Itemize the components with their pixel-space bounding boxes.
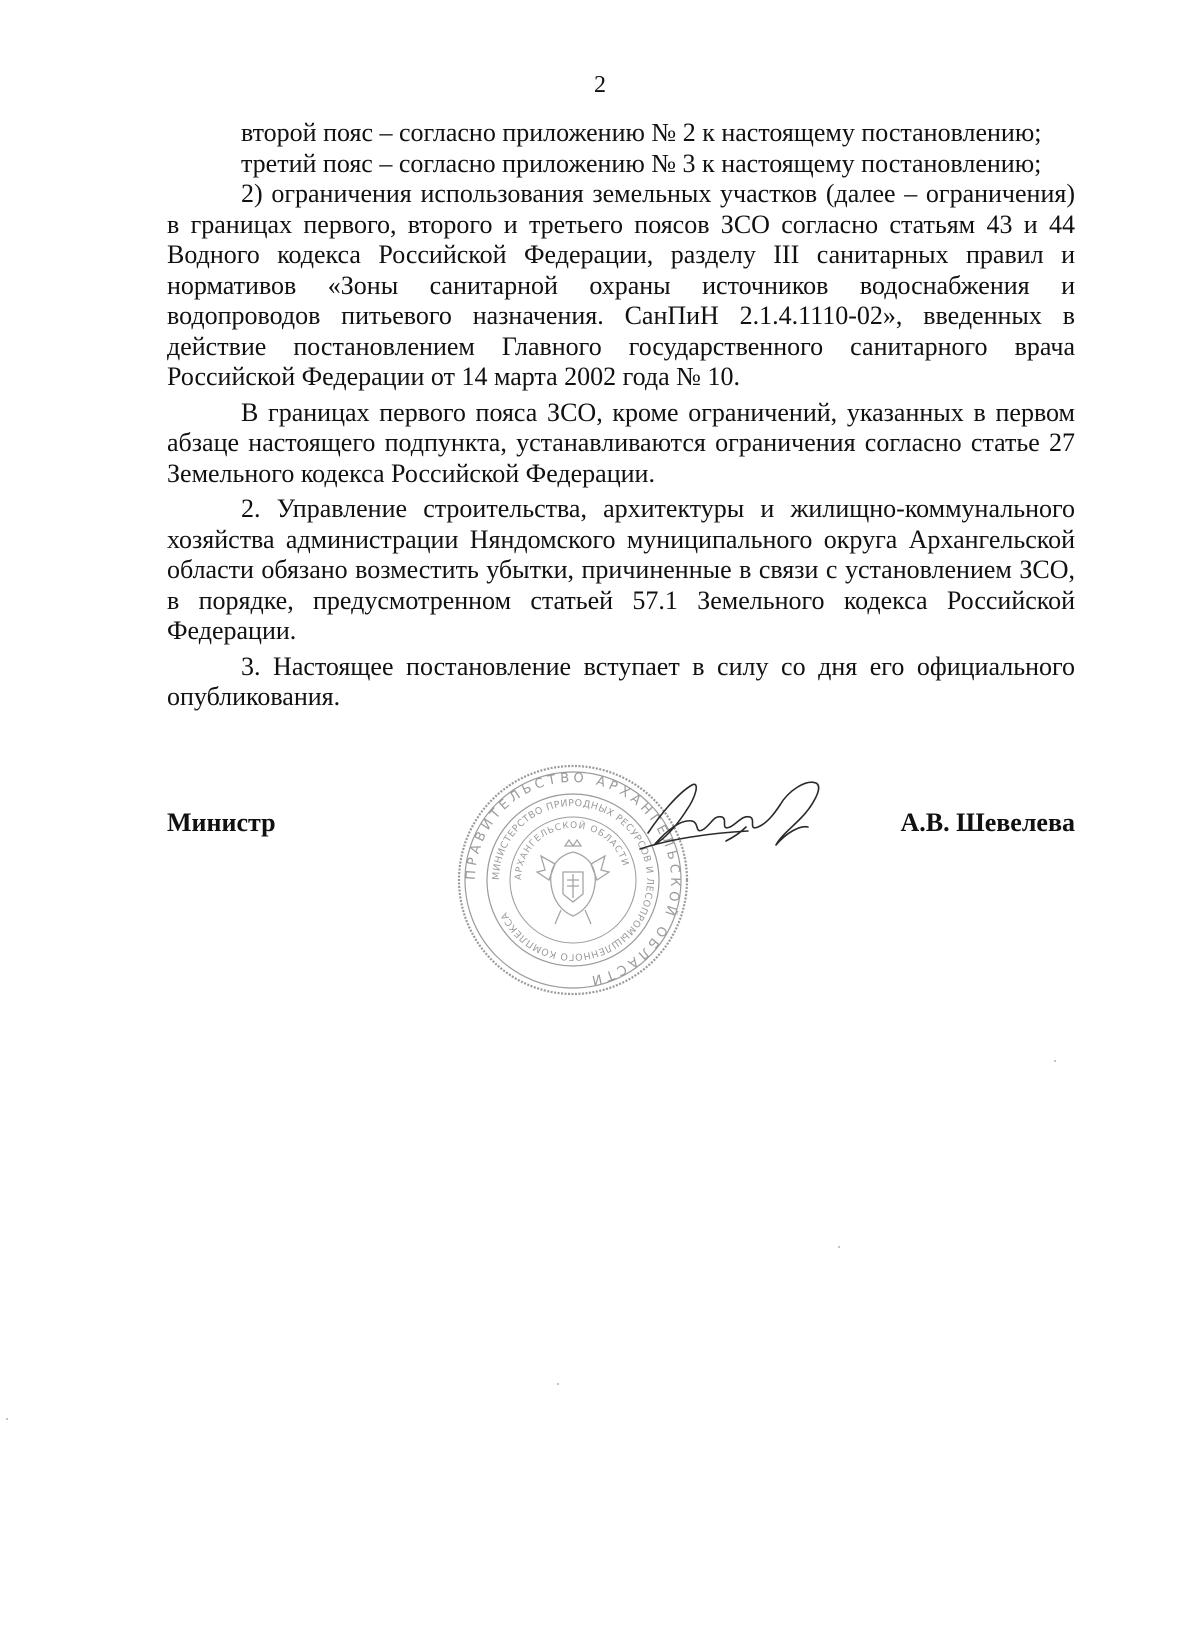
scan-speck <box>6 1418 8 1420</box>
seal-outer-text: ПРАВИТЕЛЬСТВО АРХАНГЕЛЬСКОЙ ОБЛАСТИ <box>463 770 683 988</box>
paragraph-compensation: 2. Управление строительства, архитектуры и жилищно-коммунального хозяйства администрации Няндомского муниципального округа Архангельской области обязано возместить убытки, причиненные в связи с установлением ЗСО, в порядке, предусмотренном статьей 57.1 Земельного кодекса Российской Федерации. <box>167 494 1075 645</box>
paragraph-first-zone-restrictions: В границах первого пояса ЗСО, кроме ограничений, указанных в первом абзаце настоящего подпункта, устанавливаются ограничения согласно статье 27 Земельного кодекса Российской Федерации. <box>167 397 1075 488</box>
signer-name: А.В. Шевелева <box>900 808 1075 837</box>
scan-speck <box>557 1383 559 1385</box>
seal-center-text: АРХАНГЕЛЬСКОЙ ОБЛАСТИ <box>513 820 631 881</box>
paragraph-restrictions: 2) ограничения использования земельных участков (далее – ограничения) в границах первого, второго и третьего поясов ЗСО согласно статьям 43 и 44 Водного кодекса Российской Федерации, разделу III санитарных правил и нормативов «Зоны санитарной охраны источников водоснабжения и водопроводов питьевого назначения. СанПиН 2.1.4.1110-02», введенных в действие постановлением Главного государственного санитарного врача Российской Федерации от 14 марта 2002 года № 10. <box>167 179 1075 391</box>
paragraph-second-zone: второй пояс – согласно приложению № 2 к настоящему постановлению; <box>241 118 1042 147</box>
coat-of-arms-icon <box>537 840 609 924</box>
signer-position: Министр <box>167 808 276 837</box>
page-number: 2 <box>594 72 606 98</box>
paragraph-entry-into-force: 3. Настоящее постановление вступает в силу со дня его официального опубликования. <box>167 651 1075 711</box>
paragraph-third-zone: третий пояс – согласно приложению № 3 к настоящему постановлению; <box>241 148 1042 178</box>
signature-block <box>167 803 1075 843</box>
scan-speck <box>838 1246 840 1248</box>
document-body <box>167 118 1075 713</box>
scan-speck <box>1054 1060 1056 1062</box>
seal-inner-text: МИНИСТЕРСТВО ПРИРОДНЫХ РЕСУРСОВ И ЛЕСОПРОМЫШЛЕННОГО КОМПЛЕКСА <box>490 797 656 963</box>
